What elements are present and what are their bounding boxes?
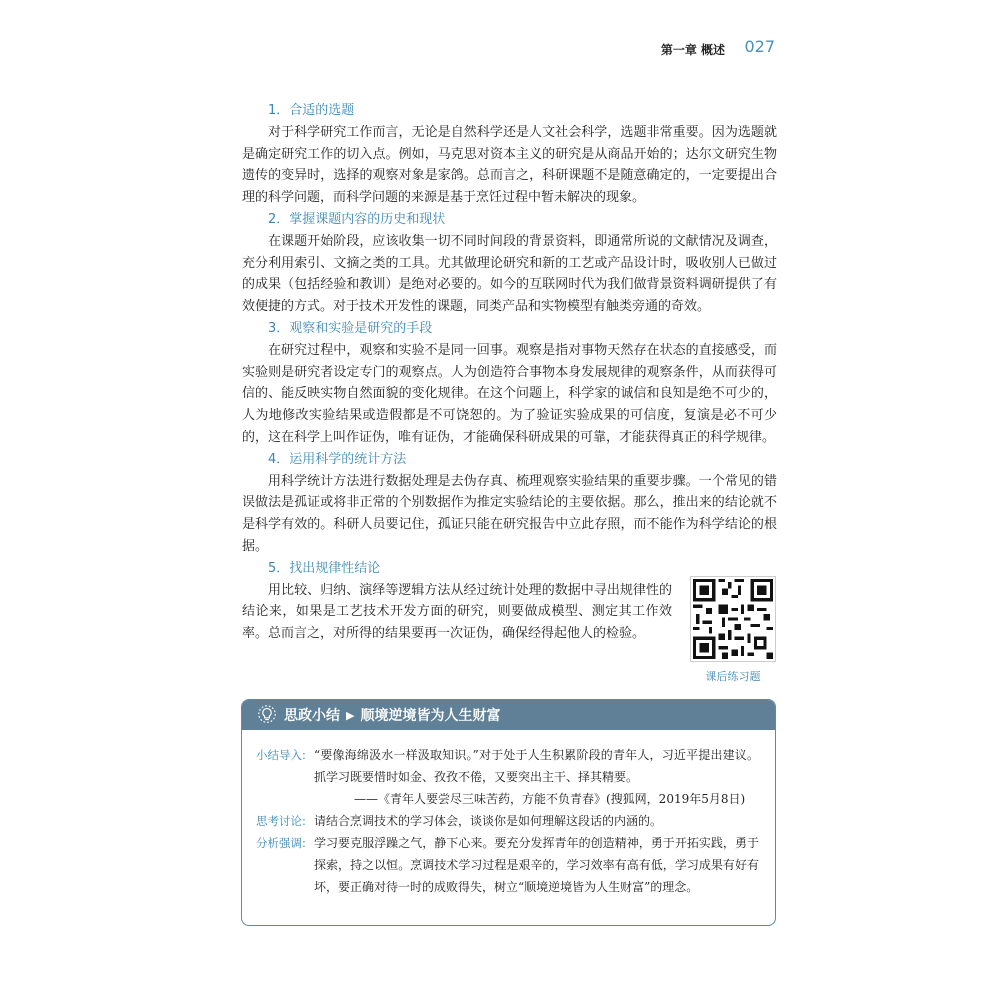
section-body: 用科学统计方法进行数据处理是去伪存真、梳理观察实验结果的重要步骤。一个常见的错误做法是孤证或将非正常的个别数据作为推定实验结论的主要依据。那么，推出来的结论就不是科学有效的。科研人员要记住，孤证只能在研究报告中立此存照，而不能作为科学结论的根据。 <box>242 473 777 554</box>
intro-row <box>256 744 759 788</box>
qr-block <box>690 576 776 684</box>
summary-box-header <box>242 700 775 730</box>
section-body: 对于科学研究工作而言，无论是自然科学还是人文社会科学，选题非常重要。因为选题就是确定研究工作的切入点。例如，马克思对资本主义的研究是从商品开始的；达尔文研究生物遗传的变异时，选择的观察对象是家鸽。总而言之，科研课题不是随意确定的，一定要提出合理的科学问题，而科学问题的来源是基于烹饪过程中暂未解决的现象。 <box>242 124 777 206</box>
main-text <box>242 100 777 645</box>
summary-box-body <box>242 730 775 898</box>
section-heading: 3．观察和实验是研究的手段 <box>268 320 433 336</box>
section-heading: 1．合适的选题 <box>268 103 355 118</box>
intro-text: “要像海绵汲水一样汲取知识。”对于处于人生积累阶段的青年人，习近平提出建议。抓学习既要惜时如金、孜孜不倦，又要突出主干、择其精要。 <box>314 748 759 784</box>
summary-box <box>241 699 776 926</box>
section-heading: 2．掌握课题内容的历史和现状 <box>268 211 446 227</box>
analysis-label: 分析强调: <box>256 836 306 850</box>
discuss-text: 请结合烹调技术的学习体会，谈谈你是如何理解这段话的内涵的。 <box>314 814 663 828</box>
discuss-label: 思考讨论: <box>256 814 306 828</box>
page-number: 027 <box>744 37 775 56</box>
summary-box-title: 思政小结 <box>284 708 340 724</box>
qr-caption: 课后练习题 <box>705 670 761 683</box>
qr-code-icon[interactable] <box>690 576 776 662</box>
section-body: 在研究过程中，观察和实验不是同一回事。观察是指对事物天然存在状态的直接感受，而实验则是研究者设定专门的观察点。人为创造符合事物本身发展规律的观察条件，从而获得可信的、能反映实物自然面貌的变化规律。在这个问题上，科学家的诚信和良知是绝不可少的，人为地修改实验结果或造假都是不可饶恕的。为了验证实验成果的可信度，复演是必不可少的，这在科学上叫作证伪，唯有证伪，才能确保科研成果的可靠，才能获得真正的科学规律。 <box>242 342 777 445</box>
lightbulb-icon <box>256 704 278 726</box>
section-5 <box>242 558 672 645</box>
chapter-title: 第一章 概述 <box>660 43 725 57</box>
intro-label: 小结导入: <box>256 748 306 762</box>
section-heading: 4．运用科学的统计方法 <box>268 451 407 467</box>
section-heading: 5．找出规律性结论 <box>268 560 381 576</box>
page-header <box>560 38 775 60</box>
section-body: 在课题开始阶段，应该收集一切不同时间段的背景资料，即通常所说的文献情况及调查，充分利用索引、文摘之类的工具。尤其做理论研究和新的工艺或产品设计时，吸收别人已做过的成果（包括经验和教训）是绝对必要的。如今的互联网时代为我们做背景资料调研提供了有效便捷的方式。对于技术开发性的课题，同类产品和实物模型有触类旁通的奇效。 <box>242 233 777 315</box>
intro-source: ——《青年人要尝尽三味苦药，方能不负青春》(搜狐网，2019年5月8日) <box>354 792 746 806</box>
discuss-row <box>256 810 759 832</box>
analysis-text: 学习要克服浮躁之气，静下心来。要充分发挥青年的创造精神，勇于开拓实践，勇于探索，持之以恒。烹调技术学习过程是艰辛的，学习效率有高有低，学习成果有好有坏，要正确对待一时的成败得失，树立“顺境逆境皆为人生财富”的理念。 <box>314 836 759 894</box>
summary-box-subtitle: 顺境逆境皆为人生财富 <box>360 708 501 724</box>
triangle-right-icon: ▶ <box>346 708 355 722</box>
analysis-row <box>256 832 759 898</box>
section-body: 用比较、归纳、演绎等逻辑方法从经过统计处理的数据中寻出规律性的结论来，如果是工艺技术开发方面的研究，则要做成模型、测定其工作效率。总而言之，对所得的结果要再一次证伪，确保经得起他人的检验。 <box>242 582 672 642</box>
